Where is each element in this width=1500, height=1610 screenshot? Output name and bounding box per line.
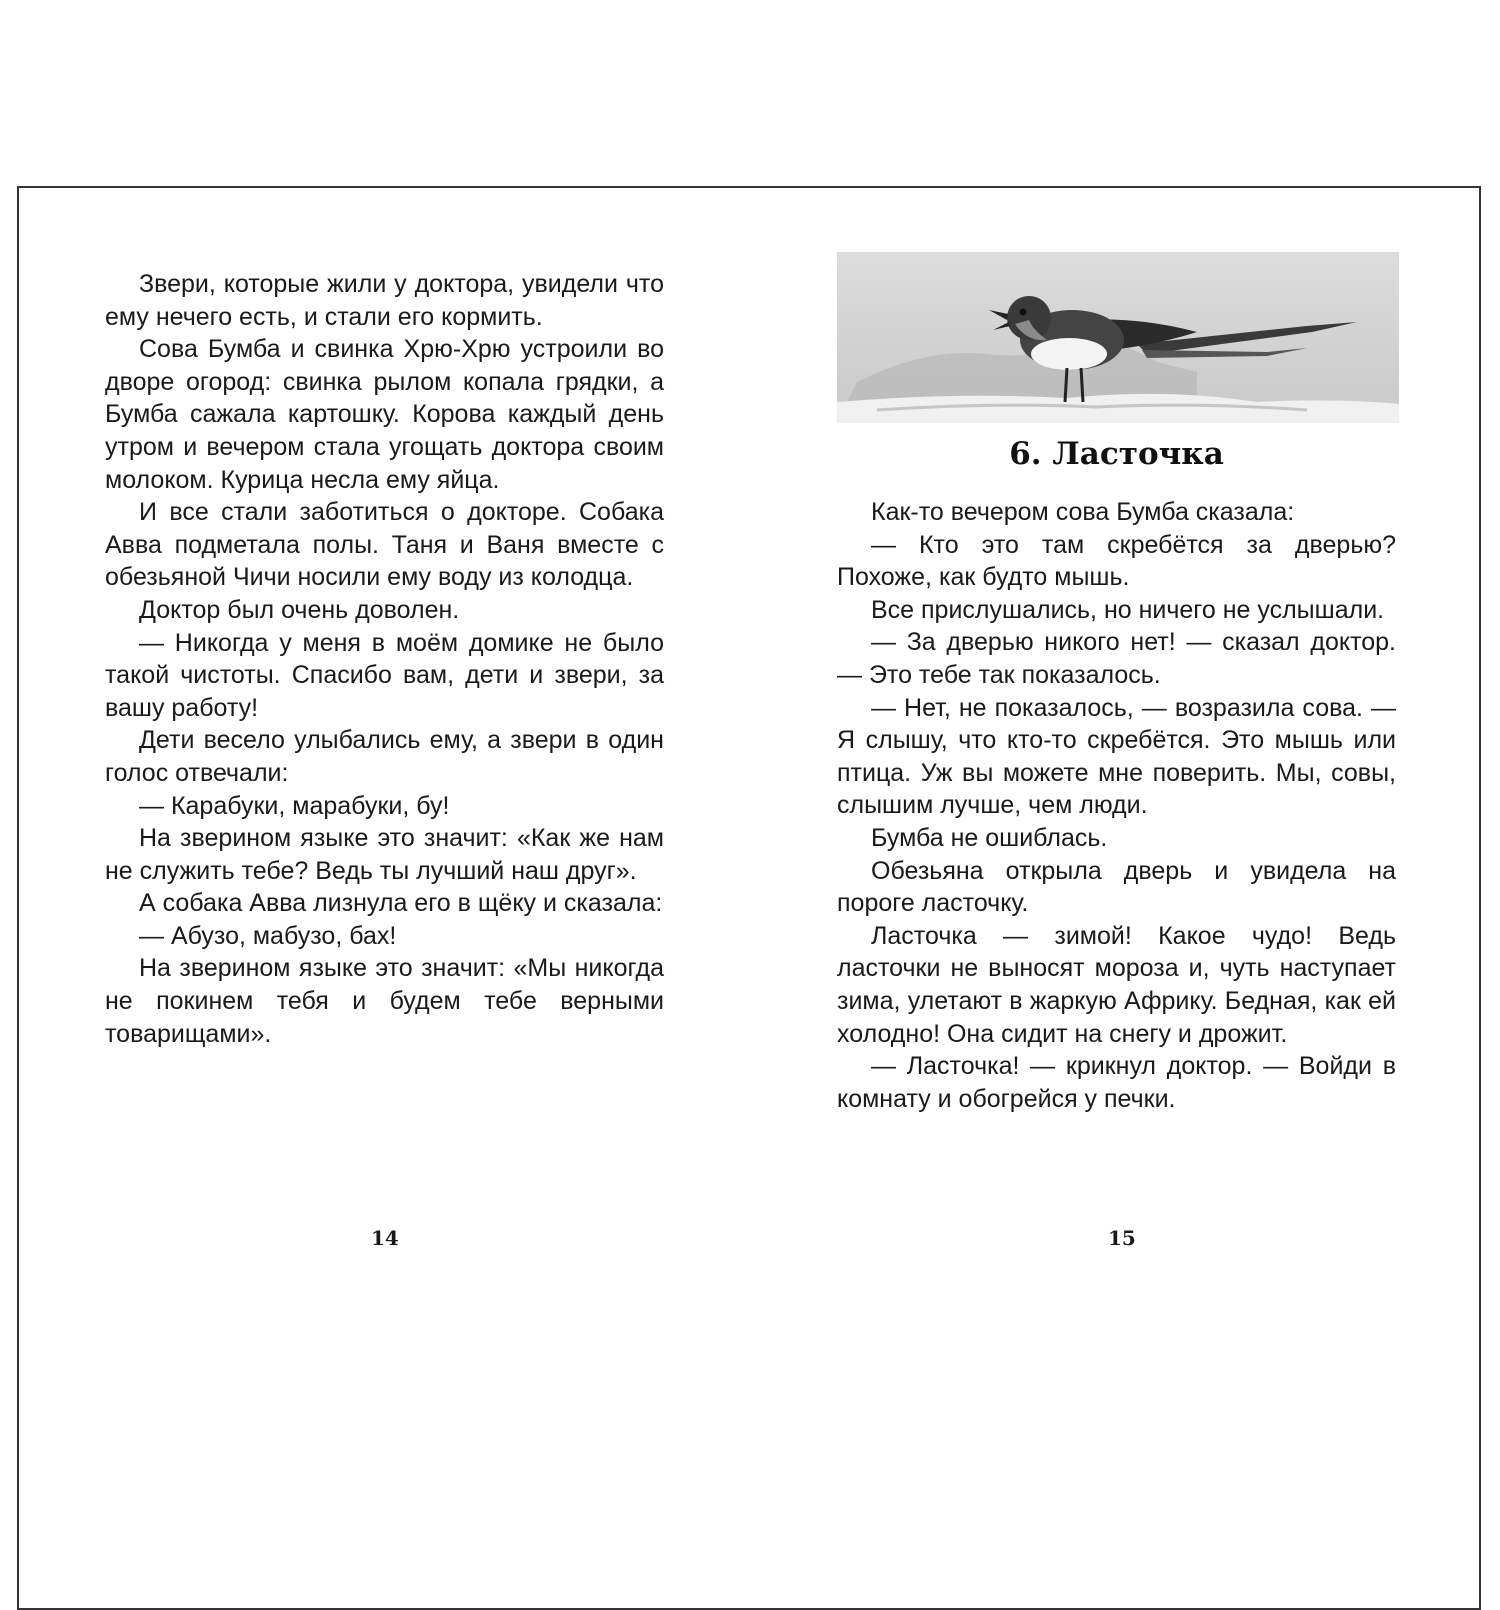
swallow-bird-illustration [837, 252, 1399, 423]
right-page-text [837, 496, 1396, 1115]
chapter-title: 6. Ласточка [1009, 436, 1224, 472]
paragraph: Как-то вечером сова Бумба сказала: [871, 498, 1295, 526]
page-number-left: 14 [371, 1226, 399, 1250]
paragraph: На зверином языке это значит: «Мы никогда не покинем тебя и будем тебе верными товарищами». [105, 954, 664, 1048]
paragraph: А собака Авва лизнула его в щёку и сказала: [139, 889, 663, 918]
paragraph: Звери, которые жили у доктора, увидели что ему нечего есть, и стали его кормить. [105, 270, 664, 331]
paragraph: Ласточка — зимой! Какое чудо! Ведь ласточки не выносят мороза и, чуть наступает зима, улетают в жаркую Африку. Бедная, как ей холодно! Она сидит на снегу и дрожит. [837, 921, 1396, 1048]
paragraph: — Никогда у меня в моём домике не было такой чистоты. Спасибо вам, дети и звери, за вашу работу! [105, 628, 664, 722]
paragraph: — За дверью никого нет! — сказал доктор. — Это тебе так показалось. [837, 628, 1396, 689]
paragraph: — Карабуки, марабуки, бу! [139, 791, 450, 820]
paragraph: — Ласточка! — крикнул доктор. — Войди в комнату и обогрейся у печки. [837, 1052, 1396, 1113]
paragraph: Дети весело улыбались ему, а звери в один голос отвечали: [105, 726, 664, 787]
paragraph: И все стали заботиться о докторе. Собака Авва подметала полы. Таня и Ваня вместе с обезьяной Чичи носили ему воду из колодца. [105, 498, 664, 592]
paragraph: — Нет, не показалось, — возразила сова. — Я слышу, что кто-то скребётся. Это мышь или птица. Уж вы можете мне поверить. Мы, совы, слышим лучше, чем люди. [837, 693, 1396, 820]
paragraph: На зверином языке это значит: «Как же нам не служить тебе? Ведь ты лучший наш друг». [105, 824, 664, 885]
paragraph: Все прислушались, но ничего не услышали. [871, 595, 1385, 624]
paragraph: Обезьяна открыла дверь и увидела на пороге ласточку. [837, 856, 1396, 918]
paragraph: — Абузо, мабузо, бах! [139, 921, 397, 950]
page-number-right: 15 [1108, 1226, 1136, 1250]
paragraph: Доктор был очень доволен. [139, 595, 460, 624]
book-spread [17, 186, 1481, 1610]
paragraph: — Кто это там скребётся за дверью? Похоже, как будто мышь. [837, 530, 1396, 592]
paragraph: Сова Бумба и свинка Хрю-Хрю устроили во дворе огород: свинка рылом копала грядки, а Бумба сажала картошку. Корова каждый день утром и вечером стала угощать доктора своим молоком. Курица несла ему яйца. [105, 335, 664, 494]
left-page-text [105, 268, 664, 1050]
paragraph: Бумба не ошиблась. [871, 823, 1108, 852]
